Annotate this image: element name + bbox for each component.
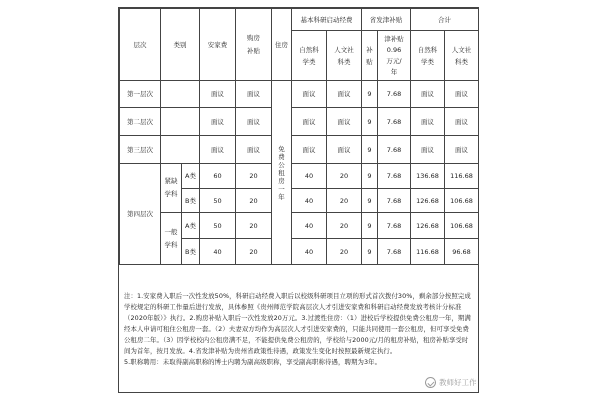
row-months: 9 xyxy=(362,239,378,265)
row-category xyxy=(161,81,200,108)
row-research-natural: 面议 xyxy=(292,108,327,136)
row-settle: 50 xyxy=(200,189,236,213)
row-sub: A类 xyxy=(182,164,200,189)
wechat-icon xyxy=(425,377,436,388)
row-research-natural: 40 xyxy=(292,164,327,189)
row-level: 第一层次 xyxy=(120,81,161,108)
row-rate: 7.68 xyxy=(378,164,411,189)
row-settle: 面议 xyxy=(200,108,236,136)
header-total-humanities: 人文社科类 xyxy=(445,31,479,81)
row-total-humanities: 面议 xyxy=(445,136,479,164)
row-total-humanities: 面议 xyxy=(445,108,479,136)
row-rate: 7.68 xyxy=(378,239,411,265)
row-research-natural: 面议 xyxy=(292,136,327,164)
row-settle: 60 xyxy=(200,164,236,189)
header-research-natural: 自然科学类 xyxy=(292,31,327,81)
document-page xyxy=(118,7,479,393)
note-paragraph: 注：1.安家费入职后一次性发放50%，科研启动经费入职后以校级科研项目立项的形式首次拨付30%，剩余部分按照完成学校规定的科研工作量后进行发放，具体参照《贵州师范学院高层次人才引进安家费和科研启动经费发放考核计分标准（2020年版）》执行。2.购房补贴入职后一次性发放20万元。3.过渡性住房：（1）进校后学校提供免费公租房一年，期满经本人申请可租住公租房一套。（2）夫妻双方均作为高层次人才引进安家费的，只能共同使用一套公租房，但可享受免费公租房二年。（3）因学校校内公租房满不足，不能提供免费公租房的，学校给与2000元/月的租房补贴，租房补贴享受时间为首年，按月发放。4.省发津补贴为贵州省政策性待遇，政策发生变化时按照最新规定执行。 xyxy=(124,292,471,355)
row-total-natural: 126.68 xyxy=(411,189,445,213)
row-total-humanities: 106.68 xyxy=(445,213,479,239)
salary-table xyxy=(119,8,479,265)
row-total-natural: 116.68 xyxy=(411,239,445,265)
row-house: 20 xyxy=(236,164,272,189)
row-sub: B类 xyxy=(182,189,200,213)
header-total: 合计 xyxy=(411,9,479,31)
header-allowance: 省发津补贴 xyxy=(362,9,411,31)
watermark xyxy=(425,377,477,388)
header-settle: 安家费 xyxy=(200,9,236,81)
row-months: 9 xyxy=(362,164,378,189)
row-total-natural: 136.68 xyxy=(411,164,445,189)
row-group: 紧缺学科 xyxy=(161,164,182,213)
header-house1: 购房 xyxy=(247,34,260,42)
row-house: 20 xyxy=(236,189,272,213)
row-category xyxy=(161,136,200,164)
header-house2: 补贴 xyxy=(247,47,260,55)
header-research: 基本科研启动经费 xyxy=(292,9,362,31)
row-house: 面议 xyxy=(236,81,272,108)
header-allowance-rate: 津补贴0.96万元/年 xyxy=(378,31,411,81)
housing-text: 免费公租房一年 xyxy=(278,144,285,201)
row-research-natural: 40 xyxy=(292,189,327,213)
row-total-natural: 126.68 xyxy=(411,213,445,239)
row-settle: 面议 xyxy=(200,81,236,108)
row-months: 9 xyxy=(362,136,378,164)
row-rate: 7.68 xyxy=(378,108,411,136)
row-months: 9 xyxy=(362,189,378,213)
row-category xyxy=(161,108,200,136)
row-research-humanities: 面议 xyxy=(327,136,362,164)
watermark-text: 教师好工作 xyxy=(439,378,477,387)
row-total-humanities: 面议 xyxy=(445,81,479,108)
row-settle: 40 xyxy=(200,239,236,265)
row-total-natural: 面议 xyxy=(411,108,445,136)
row-rate: 7.68 xyxy=(378,81,411,108)
row-months: 9 xyxy=(362,81,378,108)
row-house: 面议 xyxy=(236,136,272,164)
row-house: 面议 xyxy=(236,108,272,136)
row-research-natural: 40 xyxy=(292,239,327,265)
row-research-natural: 面议 xyxy=(292,81,327,108)
row-sub: B类 xyxy=(182,239,200,265)
note-paragraph: 5.职称聘用：未取得副高职称的博士内聘为副高级职称，享受副高职称待遇，聘期为3年。 xyxy=(124,358,382,366)
row-research-humanities: 20 xyxy=(327,164,362,189)
row-total-humanities: 96.68 xyxy=(445,239,479,265)
header-research-humanities: 人文社科类 xyxy=(327,31,362,81)
row-level: 第二层次 xyxy=(120,108,161,136)
header-allowance-sub: 补贴 xyxy=(362,31,378,81)
row-level: 第四层次 xyxy=(120,164,161,265)
row-research-humanities: 20 xyxy=(327,213,362,239)
header-house-subsidy xyxy=(236,9,272,81)
row-sub: A类 xyxy=(182,213,200,239)
row-research-humanities: 20 xyxy=(327,189,362,213)
row-research-humanities: 面议 xyxy=(327,81,362,108)
row-research-natural: 40 xyxy=(292,213,327,239)
housing-cell xyxy=(272,81,292,265)
header-housing: 住房 xyxy=(272,9,292,81)
row-rate: 7.68 xyxy=(378,213,411,239)
row-settle: 50 xyxy=(200,213,236,239)
row-months: 9 xyxy=(362,108,378,136)
row-house: 20 xyxy=(236,239,272,265)
row-level: 第三层次 xyxy=(120,136,161,164)
header-level: 层次 xyxy=(120,9,161,81)
row-months: 9 xyxy=(362,213,378,239)
row-group: 一般学科 xyxy=(161,213,182,265)
row-house: 20 xyxy=(236,213,272,239)
row-total-humanities: 106.68 xyxy=(445,189,479,213)
row-rate: 7.68 xyxy=(378,189,411,213)
row-research-humanities: 20 xyxy=(327,239,362,265)
row-total-humanities: 116.68 xyxy=(445,164,479,189)
row-settle: 面议 xyxy=(200,136,236,164)
row-rate: 7.68 xyxy=(378,136,411,164)
notes-block xyxy=(124,291,474,368)
header-total-natural: 自然科学类 xyxy=(411,31,445,81)
row-research-humanities: 面议 xyxy=(327,108,362,136)
row-total-natural: 面议 xyxy=(411,81,445,108)
row-total-natural: 面议 xyxy=(411,136,445,164)
header-category: 类别 xyxy=(161,9,200,81)
